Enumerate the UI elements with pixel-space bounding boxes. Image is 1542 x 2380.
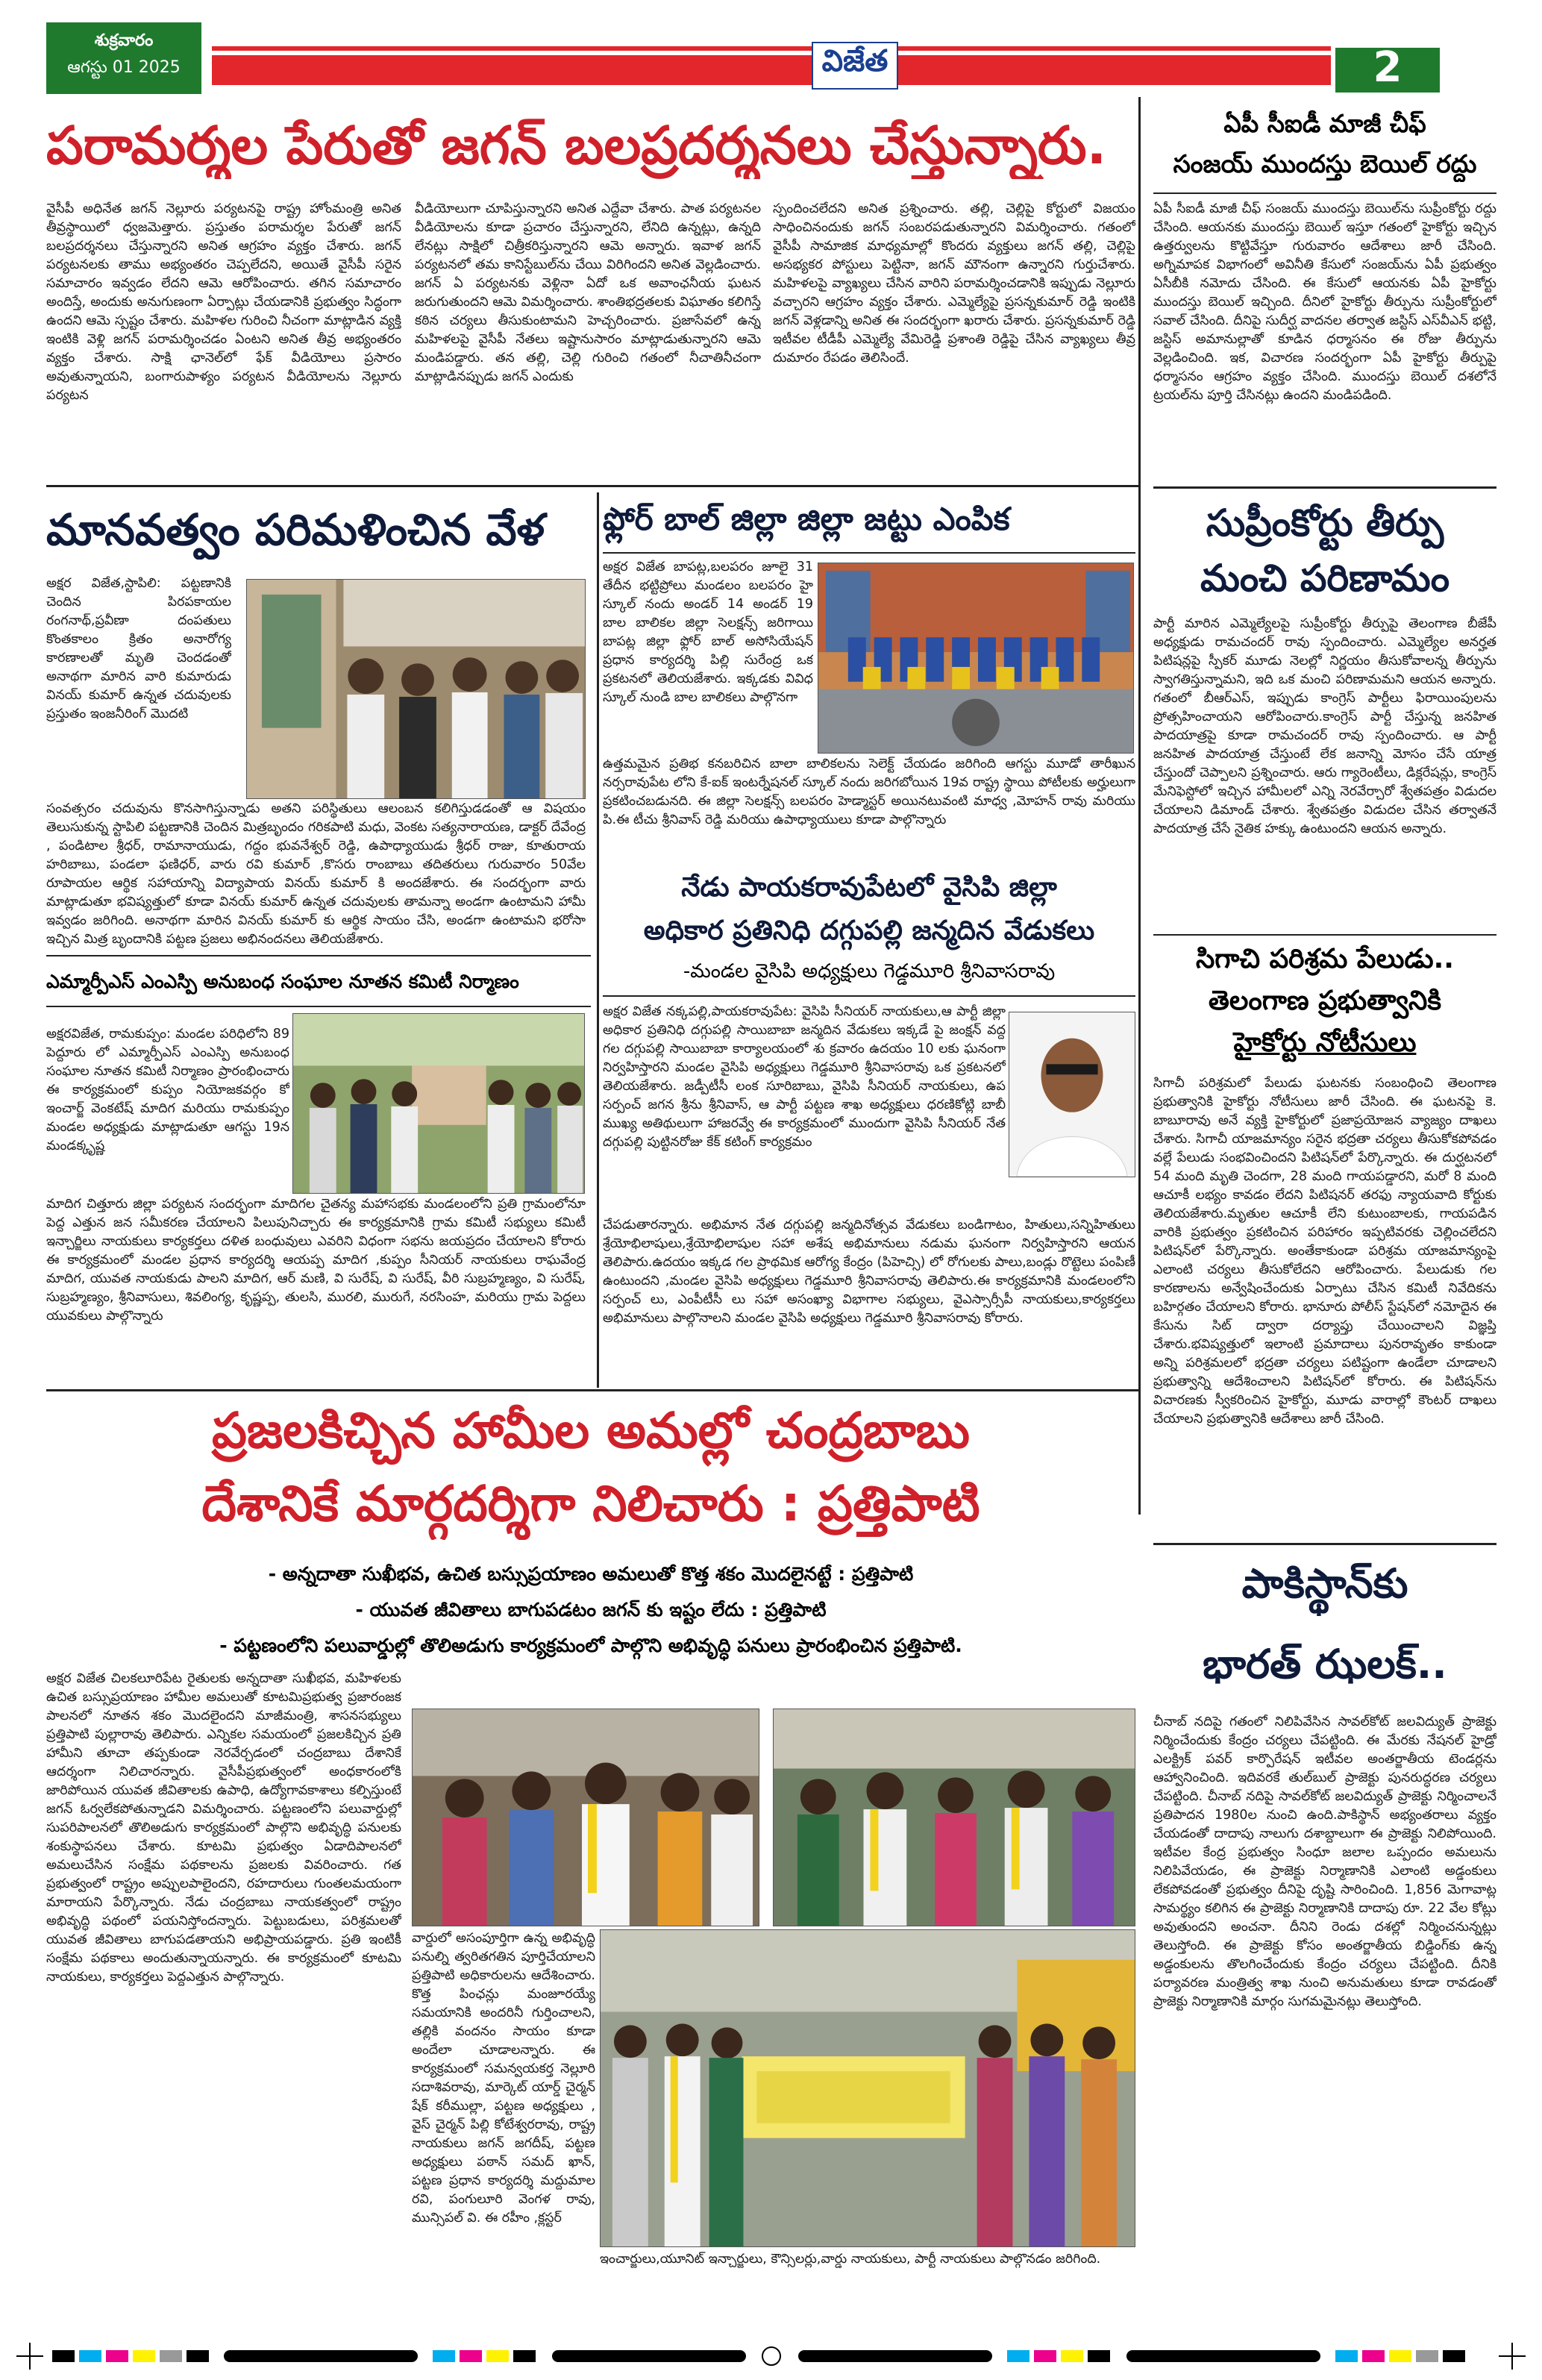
sigachi-body: సిగాచీ పరిశ్రమలో పేలుడు ఘటనకు సంబంధించి తెలంగాణ ప్రభుత్వానికి హైకోర్టు నోటీసులు జారీ చేసింది. ఈ ఘటనపై కె. బాబూరావు అనే వ్యక్తి హైకోర్టులో ప్రజాప్రయోజన వ్యాజ్యం దాఖలు చేశారు. సిగాచీ యాజమాన్యం సరైన భద్రతా చర్యలు తీసుకోకపోవడం వల్లే పేలుడు సంభవించిందని పిటిషన్‌లో పేర్కొన్నారు. ఈ దుర్ఘటనలో 54 మంది మృతి చెందగా, 28 మంది గాయపడ్డారని, మరో 8 మంది ఆచూకీ లభ్యం కావడం లేదని పిటిషనర్ తరఫు న్యాయవాది కోర్టుకు తెలియజేశారు.మృతుల ఆచూకీ లేని కుటుంబాలకు, గాయపడిన వారికి ప్రభుత్వం ప్రకటించిన పరిహారం ఇప్పటివరకు చెల్లించలేదని పిటిషన్‌లో పేర్కొన్నారు. అంతేకాకుండా పరిశ్రమ యాజమాన్యంపై ఎలాంటి చర్యలు తీసుకోలేదని ఆరోపించారు. పేలుడుకు గల కారణాలను అన్వేషించేందుకు ఏర్పాటు చేసిన కమిటీ నివేదికను బహిర్గతం చేయాలని కోరారు. భానూరు పోలీస్ స్టేషన్‌లో నమోదైన ఈ కేసును సిట్ ద్వారా దర్యాప్తు చేయించాలని విజ్ఞప్తి చేశారు.భవిష్యత్తులో ఇలాంటి ప్రమాదాలు పునరావృతం కాకుండా అన్ని పరిశ్రమలలో భద్రతా చర్యలు పటిష్టంగా ఉండేలా చూడాలని ప్రభుత్వాన్ని ఆదేశించాలని పిటిషన్‌లో కోరారు. ఈ పిటిషన్‌ను విచారణకు స్వీకరించిన హైకోర్టు, మూడు వారాల్లో కౌంటర్ దాఖలు చేయాలని ప్రభుత్వానికి ఆదేశాలు జారీ చేసింది.: [1153, 1076, 1496, 1427]
print-registration-strip: [0, 2341, 1542, 2371]
divider: [46, 485, 1140, 487]
divider: [1153, 934, 1496, 936]
chandrababu-photo-1: [412, 1709, 759, 1926]
lead-body-col2: వీడియోలుగా చూపిస్తున్నారని అనిత ఎద్దేవా చేశారు. పాత పర్యటనల వీడియోలను కూడా ప్రచారం చేస్తున్నారని, లేనిది ఉన్నట్లు, ఉన్నది లేనట్లు సాక్షిలో చిత్రీకరిస్తున్నారని ఆమె అన్నారు. ఇవాళ జగన్ పర్యటనలో తమ కానిస్టేబుల్‌ను చేయి విరిగిందని అనిత వెల్లడించారు. జగన్ ఏ పర్యటనకు వెళ్లినా ఏదో ఒక అవాంఛనీయ ఘటన జరుగుతుందని ఆమె విమర్శించారు. శాంతిభద్రతలకు విఘాతం కలిగిస్తే కఠిన చర్యలు తీసుకుంటామని హెచ్చరించారు. ప్రజాసేవలో ఉన్న మహిళలపై వైసీపీ నేతలు ఇష్టానుసారం మాట్లాడుతున్నారని ఆమె మండిపడ్డారు. తన తల్లి, చెల్లి గురించి గతంలో నీచాతినీచంగా మాట్లాడినప్పుడు జగన్ ఎందుకు: [415, 201, 761, 384]
floorball-photo: [818, 563, 1134, 754]
masthead-day: శుక్రవారం: [94, 31, 154, 50]
cid-title-line2: సంజయ్ ముందస్తు బెయిల్ రద్దు: [1173, 149, 1477, 178]
lead-headline: పరామర్శల పేరుతో జగన్ బలప్రదర్శనలు చేస్తున్నారు.: [46, 115, 1107, 176]
chandrababu-headline-line1: ప్రజలకిచ్చిన హామీల అమల్లో చంద్రబాబు: [211, 1402, 971, 1459]
humanity-photo: [246, 579, 586, 799]
chandrababu-headline-line2: దేశానికే మార్గదర్శిగా నిలిచారు : ప్రత్తిపాటి: [201, 1475, 980, 1532]
column-divider: [1138, 97, 1141, 1515]
supreme-court-headline-line1: సుప్రీంకోర్టు తీర్పు: [1206, 501, 1444, 545]
chandrababu-sub1: - అన్నదాతా సుఖీభవ, ఉచిత బస్సుప్రయాణం అమలుతో కొత్త శకం మొదలైనట్టే : ప్రత్తిపాటి: [268, 1563, 914, 1585]
masthead-date: ఆగస్టు 01 2025: [67, 58, 181, 77]
payakaraopeta-body-bottom: చేపడుతారన్నారు. అభిమాన నేత దగ్గుపల్లి జన్మదినోత్సవ వేడుకలు బండిగాటం, హితులు,సన్నిహితులు శ్రేయోభిలాషులు,శ్రేయోభిలాషుల సహా అశేష అభిమానులు నడుమ ఘనంగా నిర్వహిస్తారని ఆయన తెలిపారు.ఉదయం ఇక్కడ గల ప్రాథమిక ఆరోగ్య కేంద్రం (పిహెచ్సి) లో రోగులకు పాలు,బండ్లు రొట్టెలు పంపిణీ ఉంటుందని ,మండల వైసిపి అధ్యక్షులు గెడ్డమూరి శ్రీనివాసరావు తెలిపారు.ఈ కార్యక్రమానికి మండలంలోని సర్పంచ్ లు, ఎంపీటీసీ లు సహా అసంఖ్యా విభాగాల సభ్యులు, వైఎస్సార్సీపీ నాయకులు,కార్యకర్తలు అభిమానులు పాల్గొనాలని మండల వైసిపి అధ్యక్షులు గెడ్డమూరి శ్రీనివాసరావు కోరారు.: [603, 1218, 1135, 1326]
page-number: 2: [1373, 43, 1402, 92]
divider: [46, 1389, 1140, 1391]
supreme-court-body: పార్టీ మారిన ఎమ్మెల్యేలపై సుప్రీంకోర్టు తీర్పుపై తెలంగాణ బీజేపీ అధ్యక్షుడు రామచందర్ రావు స్పందించారు. ఎమ్మెల్యేల అనర్హత పిటిషన్లపై స్పీకర్ మూడు నెలల్లో నిర్ణయం తీసుకోవాలన్న తీర్పును స్వాగతిస్తున్నామని, ఇది ఒక మంచి పరిణామమని ఆయన అన్నారు. గతంలో బీఆర్‌ఎస్, ఇప్పుడు కాంగ్రెస్ పార్టీలు ఫిరాయింపులను ప్రోత్సహించాయని ఆరోపించారు.కాంగ్రెస్ పార్టీ చేస్తున్న జనహిత పాదయాత్రపై కూడా రామచందర్ రావు స్పందించారు. ఆ పార్టీ జనహిత పాదయాత్ర చేస్తుంటే లేక జనాన్ని మోసం చేసే యాత్ర చేస్తుందో చెప్పాలని ప్రశ్నించారు. ఆరు గ్యారెంటీలు, డిక్లరేషన్లు, కాంగ్రెస్ మేనిఫెస్టోలో ఇచ్చిన హామీలలో ఎన్ని నెరవేర్చారో శ్వేతపత్రం విడుదల చేయాలని డిమాండ్ చేశారు. శ్వేతపత్రం విడుదల చేసిన తర్వాతనే పాదయాత్ర చేసే నైతిక హక్కు ఉంటుందని ఆయన అన్నారు.: [1153, 616, 1496, 836]
mrps-body-top: అక్షరవిజేత, రామకుప్పం: మండల పరిధిలోని 89 పెద్దూరు లో ఎమ్మార్పీఎస్ ఎంఎస్పి అనుబంధ సంఘాల నూతన కమిటీ నిర్మాణం ప్రారంభించారు ఈ కార్యక్రమంలో కుప్పం నియోజకవర్గం కో ఇంచార్జ్ వెంకటేష్ మాదిగ మరియు రామకుప్పం మండల అధ్యక్షుడు మాట్లాడుతూ ఆగస్టు 19న మండక్కృష్ణ: [46, 1027, 289, 1153]
humanity-body-top: అక్షర విజేత,స్టాపిలి: పట్టణానికి చెందిన పిరపకాయల రంగనాథ్,ప్రవీణా దంపతులు కొంతకాలం క్రితం అనారోగ్య కారణాలతో మృతి చెందడంతో అనాథగా మారిన వారి కుమారుడు వినయ్ కుమార్ ఉన్నత చదువులకు ప్రస్తుతం ఇంజనీరింగ్ మొదటి: [46, 576, 231, 721]
lead-body-col1: వైసీపీ అధినేత జగన్ నెల్లూరు పర్యటనపై రాష్ట్ర హోంమంత్రి అనిత తీవ్రస్థాయిలో ధ్వజమెత్తారు. ప్రస్తుతం పరామర్శల పేరుతో జగన్ బలప్రదర్శనలు చేస్తున్నారని అనిత ఆగ్రహం వ్యక్తం చేశారు. జగన్ పర్యటనలకు తాము అభ్యంతరం చెప్పలేదని, అయితే వైసీపీ సరైన సమాచారం ఇవ్వడం లేదని ఆమె ఆరోపించారు. తగిన సమాచారం అందిస్తే, అందుకు అనుగుణంగా ఏర్పాట్లు చేయడానికి ప్రభుత్వం సిద్ధంగా ఉందని ఆమె స్పష్టం చేశారు. మహిళల గురించి నీచంగా మాట్లాడిన వ్యక్తి ఇంటికి వెళ్లి జగన్ పరామర్శించడం ఏంటని అనిత తీవ్ర అభ్యంతరం వ్యక్తం చేశారు. సాక్షి ఛానెల్‌లో ఫేక్ వీడియోలు ప్రసారం అవుతున్నాయని, బంగారుపాళ్యం పర్యటన వీడియోలను నెల్లూరు పర్యటన: [46, 201, 401, 403]
divider: [603, 552, 1135, 554]
payakaraopeta-body-top: అక్షర విజేత నక్కపల్లి,పాయకరావుపేట: వైసిపి సీనియర్ నాయకులు,ఆ పార్టీ జిల్లా అధికార ప్రతినిధి దగ్గుపల్లి సాయిబాబా జన్మదిన వేడుకలు ఇక్కడే పై జంక్షన్ వద్ద గల దగ్గుపల్లి సాయిబాబా కార్యాలయంలో శు క్రవారం ఉదయం 10 లకు ఘనంగా నిర్వహిస్తారని మండల వైసిపి అధ్యక్షులు గెడ్డమూరి శ్రీనివాసరావు ఒక ప్రకటనలో తెలియజేశారు. జడ్పీటీసీ లంక సూరిబాబు, వైసిపి సీనియర్ నాయకులు, ఉప సర్పంచ్ జగన శ్రీను శ్రీనివాస్, ఆ పార్టీ పట్టణ శాఖ అధ్యక్షులు ధరణికోట్లి బాబీ ముఖ్య అతిథులుగా హాజరవ్వే ఈ కార్యక్రమంలో ముందుగా వైసిపి సీనియర్ నేత దగ్గుపల్లి పుట్టినరోజు కేక్ కటింగ్ కార్యక్రమం: [603, 1004, 1006, 1150]
pakistan-body: చీనాబ్ నదిపై గతంలో నిలిపివేసిన సావల్‌కోట్ జలవిద్యుత్ ప్రాజెక్టు నిర్మించేందుకు కేంద్రం చర్యలు చేపట్టింది. ఈ మేరకు నేషనల్ హైడ్రో ఎలక్ట్రిక్ పవర్ కార్పొరేషన్ ఇటీవల అంతర్జాతీయ టెండర్లను ఆహ్వానించింది. ఇదివరకే తుల్‌బుల్ ప్రాజెక్టు పునరుద్ధరణ చర్యలు చేపట్టింది. చీనాబ్ నదిపై సావల్‌కోట్ జలవిద్యుత్ ప్రాజెక్టు నిర్మించాలనే ప్రతిపాదన 1980ల నుంచి ఉంది.పాకిస్థాన్ అభ్యంతరాలు వ్యక్తం చేయడంతో దాదాపు నాలుగు దశాబ్దాలుగా ఈ ప్రాజెక్టు నిలిపోయింది. ఇటీవల కేంద్ర ప్రభుత్వం సింధూ జలాల ఒప్పందం అమలును నిలిపివేయడం, ఈ ప్రాజెక్టు నిర్మాణానికి ఎలాంటి అడ్డంకులు లేకపోవడంతో ప్రభుత్వం దీనిపై దృష్టి సారించింది. 1,856 మెగావాట్ల సామర్థ్యం కలిగిన ఈ ప్రాజెక్టు నిర్మాణానికి దాదాపు రూ. 22 వేల కోట్లు అవుతుందని అంచనా. దీనిని రెండు దశల్లో నిర్మించనున్నట్లు తెలుస్తోంది. ఈ ప్రాజెక్టు కోసం అంతర్జాతీయ బిడ్డింగ్‌కు ఉన్న అడ్డంకులను తొలగించేందుకు కేంద్రం చర్యలు చేపట్టింది. దీనికి పర్యావరణ మంత్రిత్వ శాఖ నుంచి అనుమతులు కూడా రావడంతో ప్రాజెక్టు నిర్మాణానికి మార్గం సుగమమైనట్లు తెలుస్తోంది.: [1153, 1714, 1496, 2009]
chandrababu-photo-2: [773, 1709, 1135, 1926]
masthead-rule: [212, 46, 1331, 51]
mrps-headline: ఎమ్మార్పీఎస్ ఎంఎస్పి అనుబంధ సంఘాల నూతన కమిటీ నిర్మాణం: [46, 971, 519, 992]
divider: [46, 955, 591, 956]
chandrababu-sub3: - పట్టణంలోని పలువార్డుల్లో తొలిఅడుగు కార్యక్రమంలో పాల్గొని అభివృద్ధి పనులు ప్రారంభించిన ప్రత్తిపాటి.: [219, 1635, 962, 1656]
floorball-headline: ఫ్లోర్ బాల్ జిల్లా జిల్లా జట్టు ఎంపిక: [603, 501, 1010, 537]
sigachi-headline-line1: సిగాచి పరిశ్రమ పేలుడు..: [1196, 944, 1454, 974]
masthead: [0, 0, 1542, 97]
sigachi-headline-line2: తెలంగాణ ప్రభుత్వానికి: [1208, 986, 1442, 1016]
payakaraopeta-portrait: [1009, 1012, 1135, 1177]
lead-body-col3: స్పందించలేదని అనిత ప్రశ్నించారు. తల్లి, చెల్లిపై కోర్టులో విజయం సాధించినందుకు జగన్ సంబరపడుతున్నారని విమర్శించారు. గతంలో వైసీపీ సామాజిక మాధ్యమాల్లో కొందరు వ్యక్తులు జగన్ తల్లి, చెల్లిపై అసభ్యకర పోస్టులు పెట్టినా, జగన్ మౌనంగా ఉన్నారని గుర్తుచేశారు. మహిళలపై వ్యాఖ్యలు చేసిన వారిని పరామర్శించడానికి ఇప్పుడు నెల్లూరు వచ్చారని ఆగ్రహం వ్యక్తం చేశారు. ఎమ్మెల్యేపై ప్రసన్నకుమార్ రెడ్డి ఇంటికి జగన్ వెళ్లడాన్ని అనిత ఈ సందర్భంగా ఖరారు చేశారు. ప్రసన్నకుమార్ రెడ్డి ఇటీవల టీడీపీ ఎమ్మెల్యే వేమిరెడ్డి ప్రశాంతి రెడ్డిపై చేసిన వ్యాఖ్యలు తీవ్ర దుమారం రేపడం తెలిసిందే.: [773, 201, 1135, 366]
divider: [46, 1006, 591, 1007]
masthead-red-band: [212, 55, 1331, 85]
masthead-logo: విజేత: [821, 43, 888, 78]
chandrababu-body-col2: వార్డులో అసంపూర్తిగా ఉన్న అభివృద్ధి పనుల్ని త్వరితగతిన పూర్తిచేయాలని ప్రత్తిపాటి అధికారులను ఆదేశించారు. కొత్త పింఛన్లు మంజూరయ్యే సమయానికి అందరినీ గుర్తించాలని, తల్లికి వందనం సాయం కూడా అందేలా చూడాలన్నారు. ఈ కార్యక్రమంలో సమన్వయకర్త నెల్లూరి సదాశివరావు, మార్కెట్ యార్డ్ చైర్మన్ షేక్ కరీముల్లా, పట్టణ అధ్యక్షులు , వైస్ చైర్మన్ పిల్లి కోటేశ్వరరావు, రాష్ట్ర నాయకులు జగన్ జగదీష్, పట్టణ అధ్యక్షులు పఠాన్ సమద్ ఖాన్, పట్టణ ప్రధాన కార్యదర్శి మద్దుమాల రవి, పంగులూరి వెంగళ రావు, మున్సిపల్ వి. ఈ రహీం ,క్లస్టర్: [412, 1931, 595, 2226]
cid-title-line1: ఏపీ సీఐడీ మాజీ చీఫ్: [1223, 109, 1426, 138]
floorball-body-bottom: ఉత్తమమైన ప్రతిభ కనబరిచిన బాలా బాలికలను సెలెక్ట్ చేయడం జరిగింది ఆగస్టు మూడో తారీఖున నర్సరావుపేట లోని కే-ఐక్ ఇంటర్నేషనల్ స్కూల్ నందు జరిగబోయిన 19వ రాష్ట్ర స్థాయి పోటీలకు అర్హులుగా ప్రకటించబడునది. ఈ జిల్లా సెలక్షన్స్ బలపరం హెడ్మాస్టర్ అయినటువంటి మాధ్వ ,మోహన్ రావు మరియు పి.ఈ టీచు శ్రీనివాస్ రెడ్డి మరియు ఉపాధ్యాయులు కూడా పాల్గొన్నారు: [603, 757, 1135, 827]
chandrababu-sub2: - యువత జీవితాలు బాగుపడటం జగన్ కు ఇష్టం లేదు : ప్రత్తిపాటి: [355, 1599, 827, 1620]
registration-marks-icon: [0, 2341, 1542, 2371]
column-divider: [597, 492, 599, 1388]
chandrababu-photo-3: [600, 1929, 1135, 2247]
pakistan-headline-line1: పాకిస్థాన్‌కు: [1241, 1560, 1408, 1607]
pakistan-headline-line2: భారత్ ఝలక్..: [1203, 1641, 1447, 1688]
divider: [603, 995, 1135, 997]
floorball-body-top: అక్షర విజేత బాపట్ల,బలపరం జూలై 31 తేదీన భట్టిప్రోలు మండలం బలపరం హై స్కూల్ నందు అండర్ 14 అండర్ 19 బాల బాలికల జిల్లా సెలక్షన్స్ జరిగాయి బాపట్ల జిల్లా ఫ్లోర్ బాల్ అసోసియేషన్ ప్రధాన కార్యదర్శి పిల్లి సురేంద్ర ఒక ప్రకటనలో తెలియజేశారు. ఇక్కడకు వివిధ స్కూల్ నుండి బాల బాలికలు పాల్గొనగా: [603, 560, 813, 705]
payakaraopeta-headline-line1: నేడు పాయకరావుపేటలో వైసిపి జిల్లా: [681, 872, 1057, 903]
cid-body: ఏపీ సీఐడీ మాజీ చీఫ్ సంజయ్ ముందస్తు బెయిల్‌ను సుప్రీంకోర్టు రద్దు చేసింది. ఆయనకు ముందస్తు బెయిల్ ఇస్తూ గతంలో హైకోర్టు ఇచ్చిన ఉత్తర్వులను కొట్టివేస్తూ గురువారం ఆదేశాలు జారీ చేసింది. అగ్నిమాపక విభాగంలో అవినీతి కేసులో సంజయ్‌ను ఏపీ ప్రభుత్వం ఏసీబీకి నమోదు చేసింది. ఈ కేసులో ఆయనకు ఏపీ హైకోర్టు ముందస్తు బెయిల్ ఇచ్చింది. దీనిలో హైకోర్టు తీర్పును సుప్రీంకోర్టులో సవాల్ చేసింది. దీనిపై సుదీర్ఘ వాదనల తర్వాత జస్టిస్ ఎస్‌వీఎన్ భట్టి, జస్టిస్ అమానుల్లాతో కూడిన ధర్మాసనం ఈ రోజు తీర్పును వెల్లడించింది. ఇక, విచారణ సందర్భంగా ఏపీ హైకోర్టు తీర్పుపై ధర్మాసనం ఆగ్రహం వ్యక్తం చేసింది. ముందస్తు బెయిల్ దశలోనే ట్రయల్‌ను పూర్తి చేసినట్లు ఉందని మండిపడింది.: [1153, 201, 1496, 403]
humanity-body-bottom: సంవత్సరం చదువును కొనసాగిస్తున్నాడు అతని పరిస్థితులు ఆలంబన కలిగిస్తుడడంతో ఆ విషయం తెలుసుకున్న స్టాపిలి పట్టణానికి చెందిన మిత్రబృందం గరికపాటి మధు, వెంకట సత్యనారాయణ, డాక్టర్ దేవేంద్ర , పండిటాల శ్రీధర్, రామానాయుడు, గద్దం భువనేశ్వర్ రెడ్డి, ఉపాధ్యాయుడు శ్రీధర్ రాజు, కూతురాయ హరిబాబు, పండలా ఫణిధర్, వారు రవి కుమార్ ,కొసరు రాంబాబు తదితరులు గురువారం 50వేల రూపాయల ఆర్థిక సహాయాన్ని విద్యాపాయ వినయ్ కుమార్ కి అందజేశారు. ఈ సందర్భంగా వారు మాట్లాడుతూ భవిష్యత్తులో కూడా వినయ్ కుమార్ ఉన్నత చదువులకు తామన్నా అండగా ఉంటామని హామీ ఇవ్వడం జరిగింది. అనాథగా మారిన వినయ్ కుమార్ కు ఆర్థిక సాయం చేసి, అండగా ఉంటామని భరోసా ఇచ్చిన మిత్ర బృందానికి పట్టణ ప్రజలు అభినందనలు తెలియజేశారు.: [46, 801, 586, 947]
divider: [1153, 486, 1496, 489]
sigachi-headline-line3: హైకోర్టు నోటీసులు: [1233, 1027, 1417, 1058]
supreme-court-headline-line2: మంచి పరిణామం: [1200, 557, 1450, 600]
mrps-photo: [292, 1013, 585, 1194]
divider: [1153, 1543, 1496, 1545]
chandrababu-body-col1: అక్షర విజేత చిలకలూరిపేట రైతులకు అన్నదాతా సుఖీభవ, మహిళలకు ఉచిత బస్సుప్రయాణం హామీల అమలుతో కూటమిప్రభుత్వ ప్రజారంజక పాలనలో నూతన శకం మొదలైందని మాజీమంత్రి, శాసనసభ్యులు ప్రత్తిపాటి పుల్లారావు తెలిపారు. ఎన్నికల సమయంలో ప్రజలకిచ్చిన ప్రతి హామీని తూచా తప్పకుండా నెరవేర్చడంలో చంద్రబాబు దేశానికే ఆదర్శంగా నిలిచారన్నారు. వైసీపీప్రభుత్వంలో అంధకారంలోకి జారిపోయిన యువత జీవితాలకు ఉపాధి, ఉద్యోగావకాశాలు కల్పిస్తుంటే జగన్ ఓర్వలేకపోతున్నాడని విమర్శించారు. పట్టణంలోని పలువార్డుల్లో సుపరిపాలనలో తొలిఅడుగు కార్యక్రమంలో పాల్గొని అభివృద్ధి పనులకు శంకుస్థాపనలు చేశారు. కూటమి ప్రభుత్వం ఏడాదిపాలనలో అమలుచేసిన సంక్షేమ పథకాలను ప్రజలకు వివరించారు. గత ప్రభుత్వంలో రాష్ట్రం అప్పులపాలైందని, రహదారులు గుంతలమయంగా మారాయని పేర్కొన్నారు. నేడు చంద్రబాబు నాయకత్వంలో రాష్ట్రం అభివృద్ధి పథంలో పయనిస్తోందన్నారు. పెట్టుబడులు, పరిశ్రమలతో యువత జీవితాలు బాగుపడతాయని అభిప్రాయపడ్డారు. ప్రతి ఇంటికీ సంక్షేమ పథకాలు అందుతున్నాయన్నారు. ఈ కార్యక్రమంలో కూటమి నాయకులు, కార్యకర్తలు పెద్దఎత్తున పాల్గొన్నారు.: [46, 1671, 401, 1985]
payakaraopeta-byline: -మండల వైసిపి అధ్యక్షులు గెడ్డమూరి శ్రీనివాసరావు: [683, 960, 1056, 983]
chandrababu-body-col3: ఇంచార్జులు,యూనిట్ ఇన్చార్జులు, కౌన్సిలర్లు,వార్డు నాయకులు, పార్టీ నాయకులు పాల్గొనడం జరిగింది.: [600, 2252, 1101, 2267]
mrps-body-bottom: మాదిగ చిత్తూరు జిల్లా పర్యటన సందర్భంగా మాదిగల చైతన్య మహాసభకు మండలంలోని ప్రతి గ్రామంలోనూ పెద్ద ఎత్తున జన సమీకరణ చేయాలని పిలుపునిచ్చారు ఈ కార్యక్రమానికి గ్రామ కమిటీ సభ్యులు కమిటీ ఇన్చార్జిలు నాయకులు కార్యకర్తలు దళిత బంధువులు ఎవరిని విధంగా సభను జయప్రదం చేయాలని కోరారు ఈ కార్యక్రమంలో మండల ప్రధాన కార్యదర్శి ఆయప్ప మాదిగ ,కుప్పం సీనియర్ నాయకులు రాఘవేంద్ర మాదిగ, యువత నాయకుడు పాలని మాదిగ, ఆర్ మణి, వి సురేష్, వి సురేష్, వీరి సుబ్రహ్మణ్యం, వి సురేష్, సుబ్రహ్మణ్యం, శ్రీనివాసులు, శివలింగ్య, కృష్ణప్ప, తులసి, మురలి, మురుగే, నరసింహ, మరియు గ్రామ పెద్దలు యువకులు పాల్గొన్నారు: [46, 1197, 586, 1324]
humanity-headline: మానవత్వం పరిమళించిన వేళ: [46, 504, 545, 555]
payakaraopeta-headline-line2: అధికార ప్రతినిధి దగ్గుపల్లి జన్మదిన వేడుకలు: [643, 915, 1095, 946]
divider: [1153, 192, 1496, 194]
